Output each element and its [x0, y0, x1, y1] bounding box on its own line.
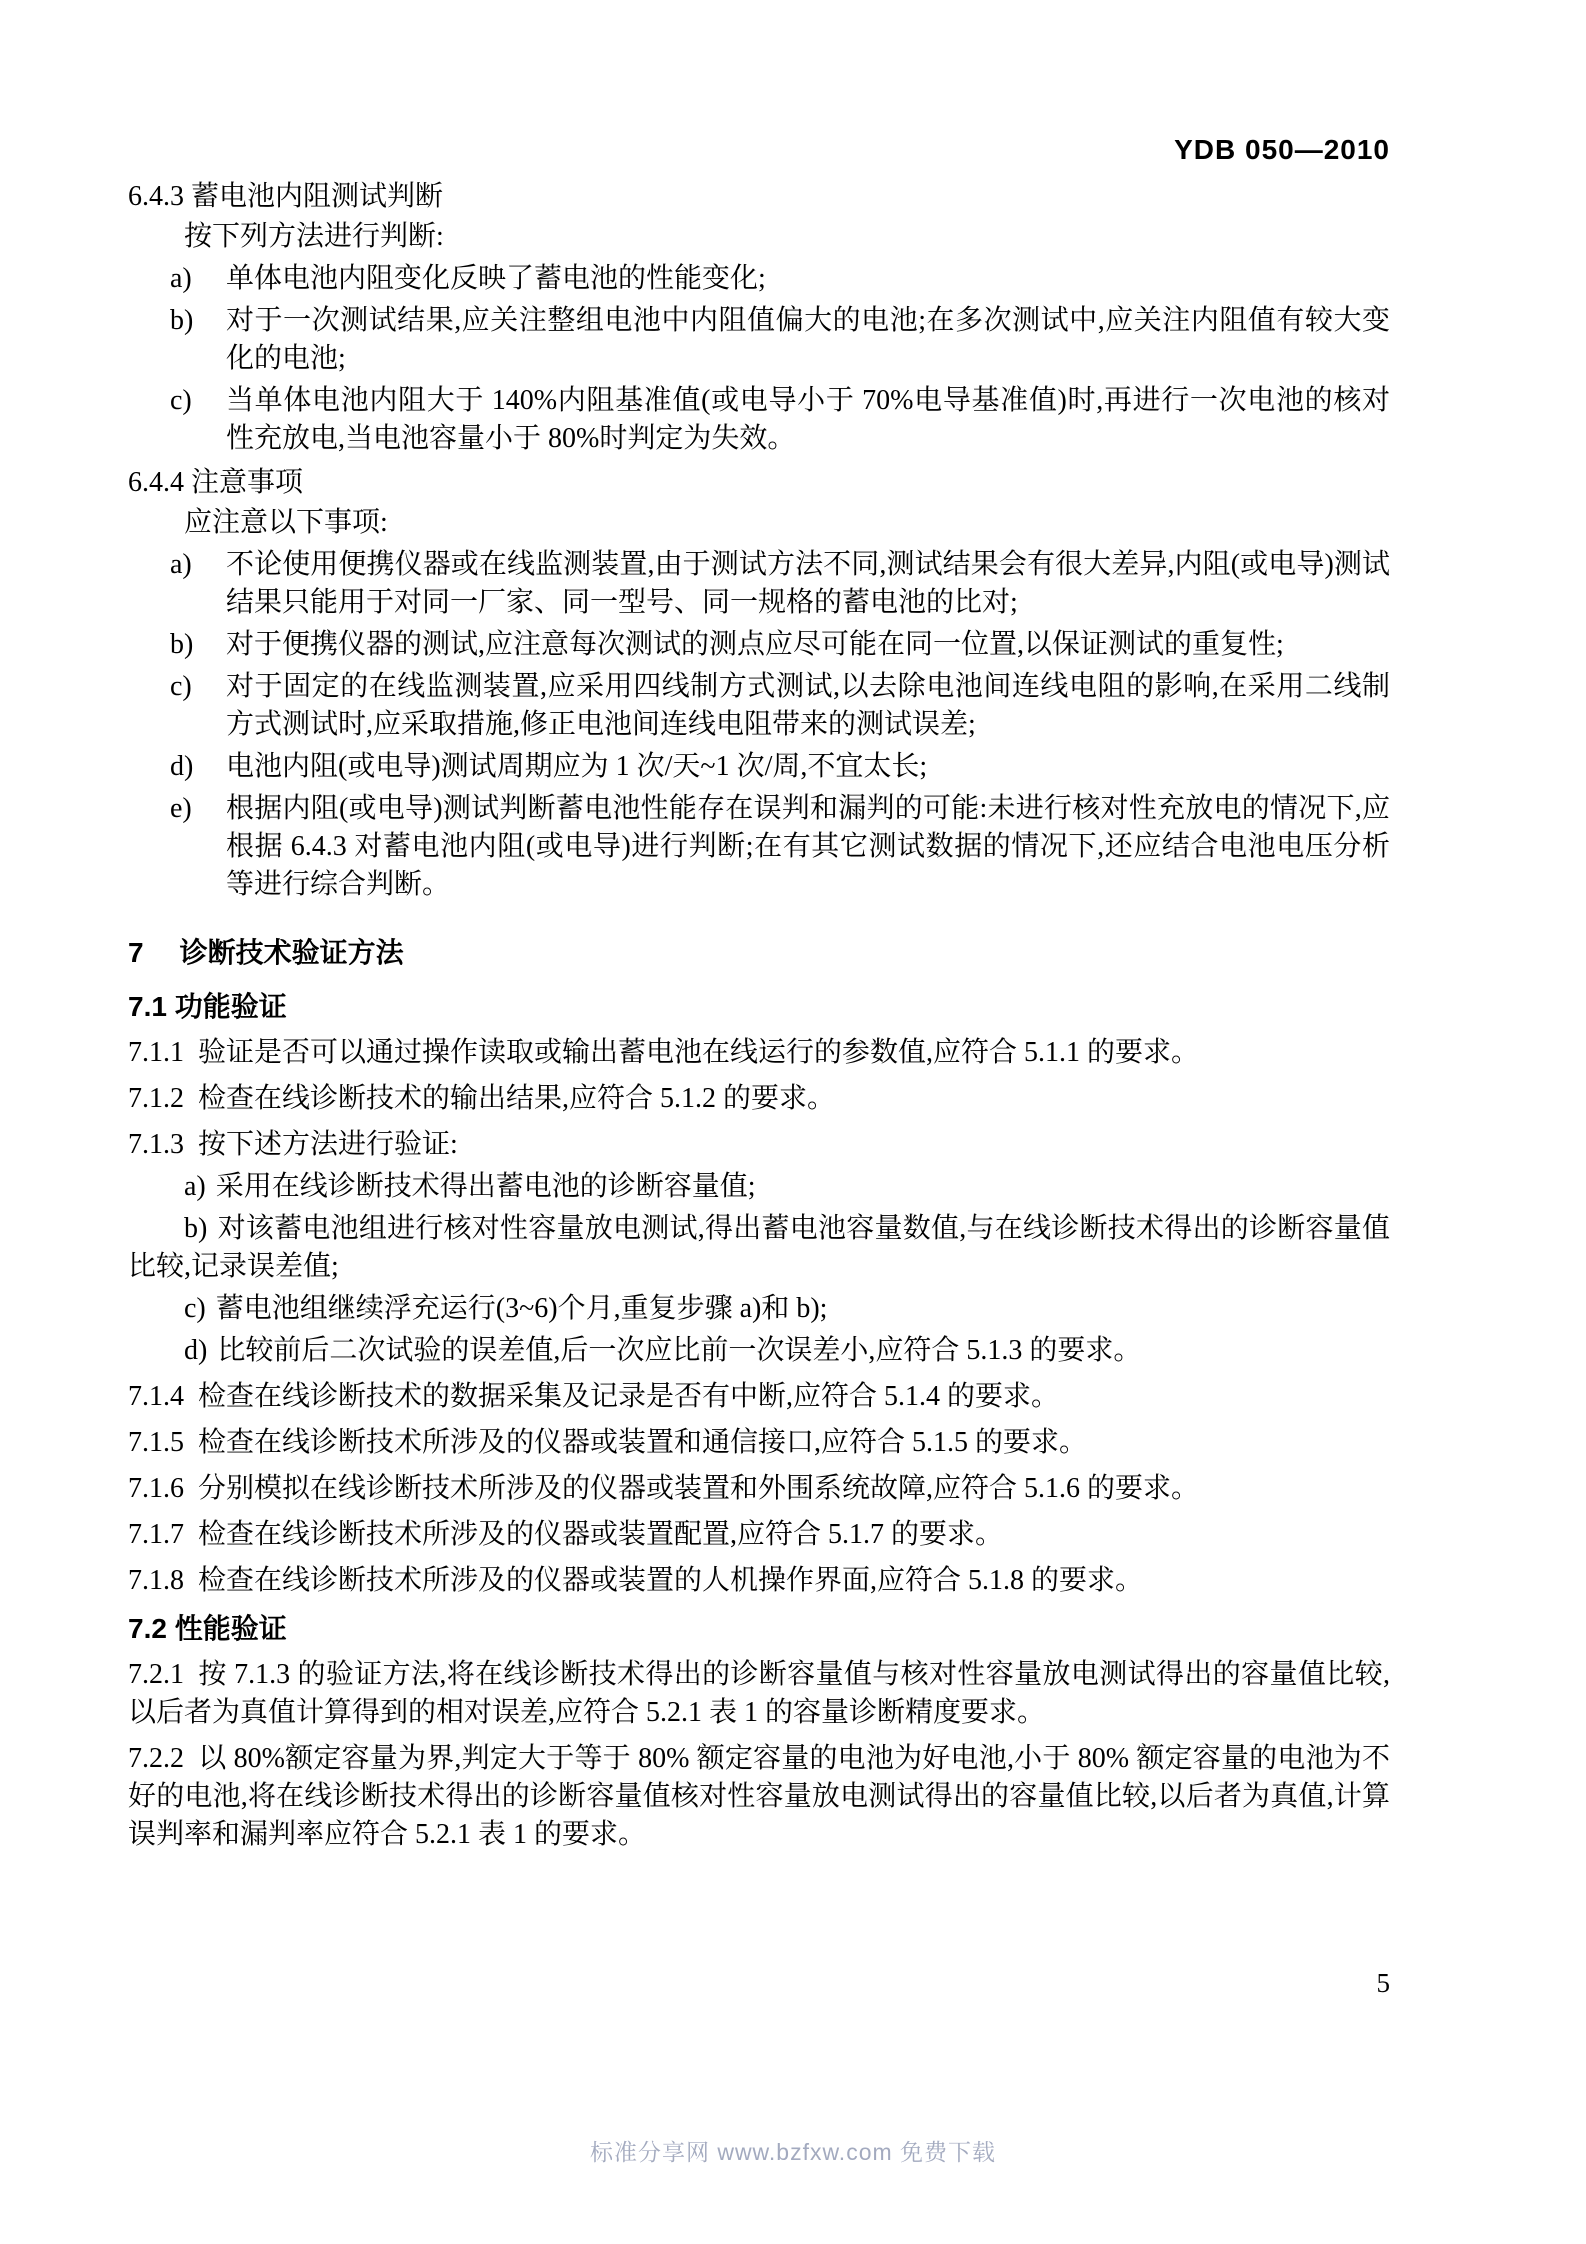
clause-7-1-7 — [128, 1516, 1390, 1554]
list-item-text: 根据内阻(或电导)测试判断蓄电池性能存在误判和漏判的可能:未进行核对性充放电的情况下,应根据 6.4.3 对蓄电池内阻(或电导)进行判断;在有其它测试数据的情况下,还应结合电池电压分析等进行综合判断。 — [226, 793, 1390, 900]
list-item-label: a) — [170, 549, 192, 580]
clause-number: 7.1.8 — [128, 1565, 184, 1596]
list-item-label: c) — [170, 385, 192, 416]
list-item-label: e) — [170, 793, 192, 824]
list-item-label: b) — [170, 305, 194, 336]
clause-7-1-1 — [128, 1034, 1390, 1072]
step-item — [128, 1168, 1390, 1206]
section-7-title: 诊断技术验证方法 — [179, 937, 404, 968]
clause-text: 按下述方法进行验证: — [198, 1129, 458, 1160]
step-text: 采用在线诊断技术得出蓄电池的诊断容量值; — [215, 1171, 756, 1202]
step-item — [128, 1290, 1390, 1328]
step-item — [128, 1332, 1390, 1370]
clause-6-4-3-intro: 按下列方法进行判断: — [184, 221, 444, 252]
section-7-heading — [128, 934, 1390, 972]
step-text: 对该蓄电池组进行核对性容量放电测试,得出蓄电池容量数值,与在线诊断技术得出的诊断容量值比较,记录误差值; — [128, 1213, 1390, 1282]
clause-number: 7.1.1 — [128, 1037, 184, 1068]
clause-7-1-4 — [128, 1378, 1390, 1416]
clause-text: 检查在线诊断技术所涉及的仪器或装置和通信接口,应符合 5.1.5 的要求。 — [198, 1427, 1088, 1458]
list-item-text: 不论使用便携仪器或在线监测装置,由于测试方法不同,测试结果会有很大差异,内阻(或电导)测试结果只能用于对同一厂家、同一型号、同一规格的蓄电池的比对; — [226, 549, 1390, 618]
list-item — [128, 790, 1390, 904]
section-7-1-heading: 7.1 功能验证 — [128, 991, 287, 1022]
clause-number: 7.1.6 — [128, 1473, 184, 1504]
clause-7-1-2 — [128, 1080, 1390, 1118]
list-item — [128, 626, 1390, 664]
clause-7-1-3 — [128, 1126, 1390, 1164]
list-item-text: 单体电池内阻变化反映了蓄电池的性能变化; — [226, 263, 766, 294]
clause-7-1-5 — [128, 1424, 1390, 1462]
doc-number: YDB 050—2010 — [1174, 134, 1390, 165]
step-item — [128, 1210, 1390, 1286]
section-7-2-heading: 7.2 性能验证 — [128, 1613, 287, 1644]
clause-7-2-2 — [128, 1740, 1390, 1854]
clause-number: 7.1.7 — [128, 1519, 184, 1550]
section-7-number: 7 — [128, 937, 144, 968]
list-item — [128, 546, 1390, 622]
list-item-label: d) — [170, 751, 194, 782]
clause-number: 7.2.2 — [128, 1743, 184, 1774]
clause-6-4-4-intro: 应注意以下事项: — [184, 507, 388, 538]
document-body — [128, 172, 1390, 1854]
clause-number: 7.1.3 — [128, 1129, 184, 1160]
list-item-label: b) — [170, 629, 194, 660]
step-text: 蓄电池组继续浮充运行(3~6)个月,重复步骤 a)和 b); — [215, 1293, 828, 1324]
clause-number: 7.1.4 — [128, 1381, 184, 1412]
clause-number: 7.1.5 — [128, 1427, 184, 1458]
list-item-text: 对于一次测试结果,应关注整组电池中内阻值偏大的电池;在多次测试中,应关注内阻值有较大变化的电池; — [226, 305, 1390, 374]
step-label: a) — [184, 1171, 206, 1202]
list-item — [128, 748, 1390, 786]
step-text: 比较前后二次试验的误差值,后一次应比前一次误差小,应符合 5.1.3 的要求。 — [217, 1335, 1142, 1366]
clause-7-1-6 — [128, 1470, 1390, 1508]
step-label: c) — [184, 1293, 206, 1324]
clause-7-1-8 — [128, 1562, 1390, 1600]
clause-number: 7.2.1 — [128, 1659, 184, 1690]
step-label: b) — [184, 1213, 208, 1244]
clause-text: 检查在线诊断技术所涉及的仪器或装置配置,应符合 5.1.7 的要求。 — [198, 1519, 1004, 1550]
clause-text: 以 80%额定容量为界,判定大于等于 80% 额定容量的电池为好电池,小于 80% 额定容量的电池为不好的电池,将在线诊断技术得出的诊断容量值核对性容量放电测试得出的容量值比较,以后者为真值,计算误判率和漏判率应符合 5.2.1 表 1 的要求。 — [128, 1743, 1390, 1850]
clause-text: 检查在线诊断技术的数据采集及记录是否有中断,应符合 5.1.4 的要求。 — [198, 1381, 1060, 1412]
list-item-label: a) — [170, 263, 192, 294]
clause-7-2-1 — [128, 1656, 1390, 1732]
list-item-text: 对于便携仪器的测试,应注意每次测试的测点应尽可能在同一位置,以保证测试的重复性; — [226, 629, 1284, 660]
list-item — [128, 382, 1390, 458]
clause-text: 检查在线诊断技术所涉及的仪器或装置的人机操作界面,应符合 5.1.8 的要求。 — [198, 1565, 1144, 1596]
document-header — [128, 134, 1390, 166]
step-label: d) — [184, 1335, 208, 1366]
clause-6-4-3-title: 6.4.3 蓄电池内阻测试判断 — [128, 181, 444, 212]
clause-text: 按 7.1.3 的验证方法,将在线诊断技术得出的诊断容量值与核对性容量放电测试得出的容量值比较,以后者为真值计算得到的相对误差,应符合 5.2.1 表 1 的容量诊断精度要求。 — [128, 1659, 1390, 1728]
page-number: 5 — [1376, 1968, 1390, 1998]
list-item-text: 当单体电池内阻大于 140%内阻基准值(或电导小于 70%电导基准值)时,再进行一次电池的核对性充放电,当电池容量小于 80%时判定为失效。 — [226, 385, 1390, 454]
clause-text: 检查在线诊断技术的输出结果,应符合 5.1.2 的要求。 — [198, 1083, 836, 1114]
watermark-text: 标准分享网 www.bzfxw.com 免费下载 — [589, 2139, 997, 2165]
list-item-text: 对于固定的在线监测装置,应采用四线制方式测试,以去除电池间连线电阻的影响,在采用二线制方式测试时,应采取措施,修正电池间连线电阻带来的测试误差; — [226, 671, 1390, 740]
clause-text: 验证是否可以通过操作读取或输出蓄电池在线运行的参数值,应符合 5.1.1 的要求。 — [198, 1037, 1200, 1068]
list-item — [128, 260, 1390, 298]
list-item-label: c) — [170, 671, 192, 702]
clause-text: 分别模拟在线诊断技术所涉及的仪器或装置和外围系统故障,应符合 5.1.6 的要求。 — [198, 1473, 1200, 1504]
list-item — [128, 302, 1390, 378]
list-item-text: 电池内阻(或电导)测试周期应为 1 次/天~1 次/周,不宜太长; — [226, 751, 928, 782]
list-item — [128, 668, 1390, 744]
clause-6-4-4-title: 6.4.4 注意事项 — [128, 467, 304, 498]
clause-number: 7.1.2 — [128, 1083, 184, 1114]
